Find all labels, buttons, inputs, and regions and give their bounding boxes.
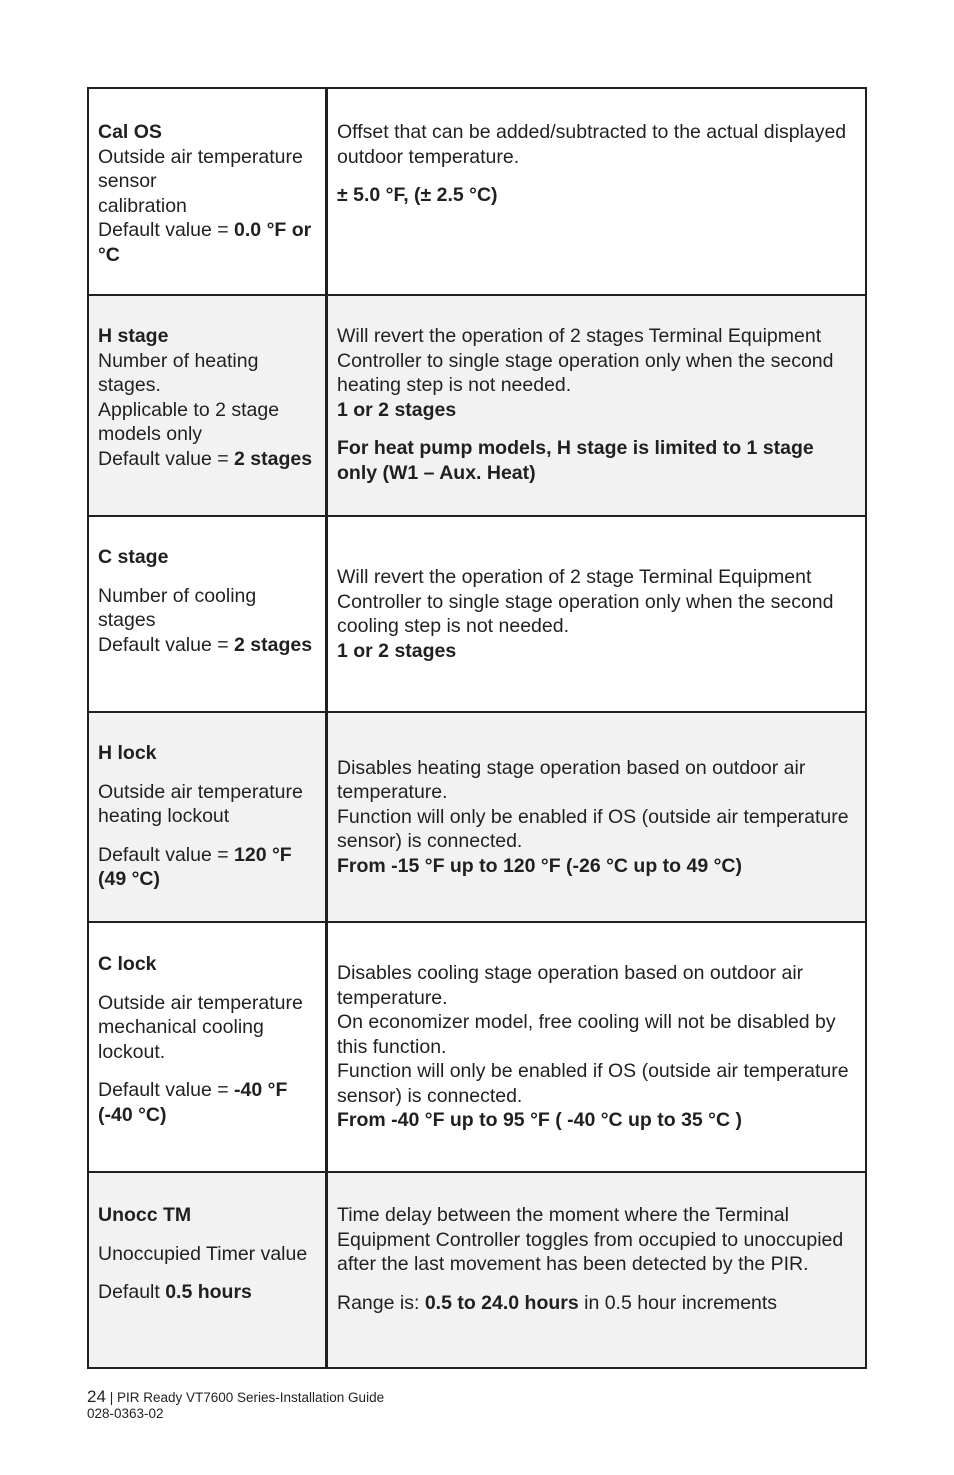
parameter-name: Cal OS (98, 121, 162, 143)
default-value-line (98, 1280, 319, 1305)
default-label: Default value = (98, 219, 235, 241)
default-value-line (98, 1078, 319, 1127)
description-text: Time delay between the moment where the Terminal Equipment Controller toggles from occupied to unoccupied after the last movement has been detected by the PIR. (337, 1204, 844, 1275)
parameter-description: Unoccupied Timer value (98, 1242, 308, 1265)
table-row (89, 517, 865, 713)
range-suffix: in 0.5 hour increments (578, 1291, 778, 1314)
parameter-description: Outside air temperature sensor (98, 145, 303, 192)
default-label: Default (98, 1281, 166, 1303)
description-text: Disables heating stage operation based on outdoor air temperature. (337, 756, 806, 804)
document-number: 028-0363-02 (87, 1406, 164, 1421)
parameter-name: H lock (98, 742, 157, 764)
default-value: 0.5 hours (165, 1281, 252, 1303)
description-text: Function will only be enabled if OS (outside air temperature sensor) is connected. (337, 805, 849, 853)
page-number: 24 (87, 1387, 106, 1406)
default-label: Default value = (98, 843, 235, 866)
default-value-line (98, 843, 319, 892)
document-title: | PIR Ready VT7600 Series-Installation Guide (109, 1390, 385, 1405)
parameter-description: Applicable to 2 stage models only (98, 398, 280, 445)
default-label: Default value = (98, 633, 235, 656)
range-value: 0.5 to 24.0 hours (424, 1291, 579, 1314)
parameter-description: Number of cooling stages (98, 584, 257, 631)
range-text: 1 or 2 stages (337, 398, 457, 421)
table-row (89, 713, 865, 923)
description-text: Function will only be enabled if OS (outside air temperature sensor) is connected. (337, 1060, 849, 1107)
parameter-name: Unocc TM (98, 1204, 192, 1226)
range-text (337, 1291, 855, 1316)
range-text: From -15 °F up to 120 °F (-26 °C up to 49 °C) (337, 854, 742, 877)
parameter-cell (89, 1173, 328, 1367)
description-cell (328, 1173, 865, 1367)
default-value: 120 °F (49 °C) (98, 843, 292, 890)
default-value-line (98, 633, 319, 658)
description-text: Will revert the operation of 2 stage Terminal Equipment Controller to single stage operation only when the second cooling step is not needed. (337, 566, 834, 637)
default-value-line (98, 447, 319, 472)
default-value: 0.0 °F or °C (98, 219, 312, 266)
default-value: 2 stages (234, 447, 313, 470)
default-value: -40 °F (-40 °C) (98, 1079, 288, 1126)
table-row (89, 1173, 865, 1367)
description-cell (328, 296, 865, 515)
default-label: Default value = (98, 447, 235, 470)
range-text: 1 or 2 stages (337, 639, 457, 662)
description-text: Will revert the operation of 2 stages Terminal Equipment Controller to single stage operation only when the second heating step is not needed. (337, 325, 834, 396)
parameter-name: H stage (98, 325, 169, 347)
parameter-name: C lock (98, 953, 157, 975)
table-row (89, 923, 865, 1173)
description-cell (328, 713, 865, 921)
parameter-description: Number of heating stages. (98, 349, 259, 396)
default-label: Default value = (98, 1079, 235, 1101)
table-row (89, 296, 865, 517)
description-cell (328, 517, 865, 711)
parameter-description: calibration (98, 194, 187, 217)
parameter-cell (89, 713, 328, 921)
description-text: Offset that can be added/subtracted to the actual displayed outdoor temperature. (337, 121, 847, 168)
table-row (89, 89, 865, 296)
parameter-description: Outside air temperature mechanical cooling lockout. (98, 991, 303, 1063)
description-text: On economizer model, free cooling will not be disabled by this function. (337, 1011, 836, 1058)
parameter-name: C stage (98, 546, 169, 568)
range-label: Range is: (337, 1291, 425, 1314)
range-text: From -40 °F up to 95 °F ( -40 °C up to 35 °C ) (337, 1109, 742, 1132)
parameter-cell (89, 296, 328, 515)
description-cell (328, 923, 865, 1171)
description-cell (328, 89, 865, 294)
page-footer (87, 1389, 384, 1422)
parameter-description: Outside air temperature heating lockout (98, 780, 303, 827)
parameter-cell (89, 517, 328, 711)
default-value-line (98, 218, 319, 267)
footer-line (87, 1389, 384, 1406)
default-value: 2 stages (234, 633, 313, 656)
range-text: ± 5.0 °F, (± 2.5 °C) (337, 184, 498, 206)
note-text: For heat pump models, H stage is limited to 1 stage only (W1 – Aux. Heat) (337, 437, 814, 484)
parameter-cell (89, 923, 328, 1171)
parameter-table (87, 87, 867, 1369)
description-text: Disables cooling stage operation based on outdoor air temperature. (337, 962, 804, 1009)
parameter-cell (89, 89, 328, 294)
